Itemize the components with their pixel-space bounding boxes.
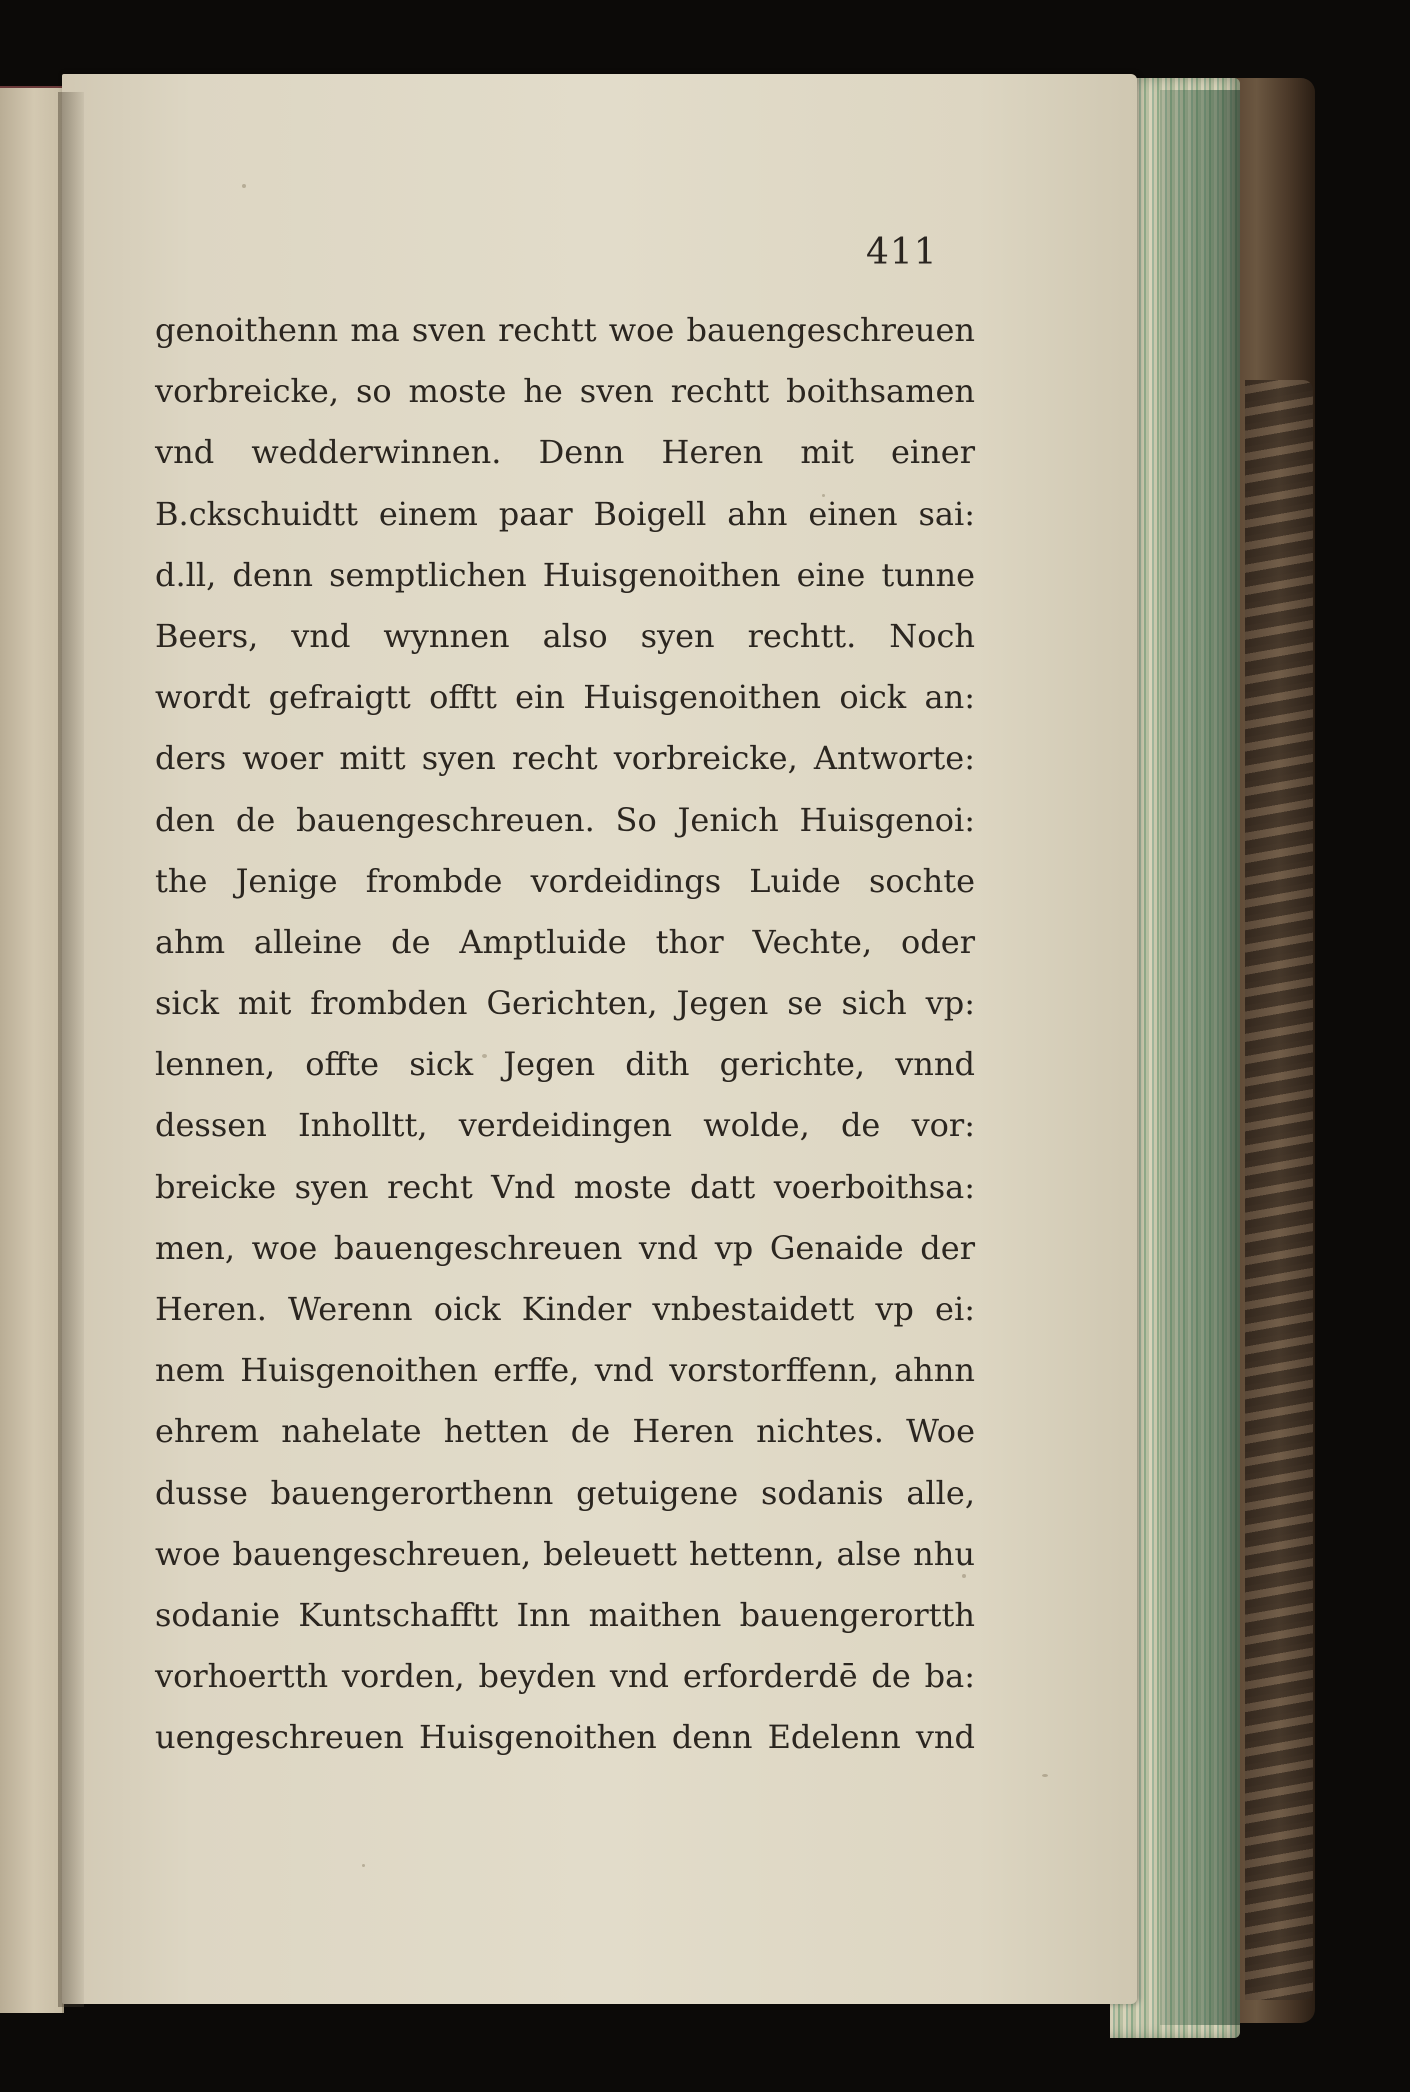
cover-marbled-paper xyxy=(1245,380,1313,2000)
page-edges-tint xyxy=(1160,90,1240,2025)
text-line: breicke syen recht Vnd moste datt voerboithsa: xyxy=(155,1167,975,1206)
text-line: ahm alleine de Amptluide thor Vechte, oder xyxy=(155,922,975,961)
text-line: Heren. Werenn oick Kinder vnbestaidett vp ei: xyxy=(155,1290,975,1328)
text-line: ehrem nahelate hetten de Heren nichtes. Woe xyxy=(155,1412,975,1451)
text-line: dessen Inholltt, verdeidingen wolde, de vor: xyxy=(155,1106,975,1145)
text-line: woe bauengeschreuen, beleuett hettenn, alse nhu xyxy=(155,1534,975,1573)
text-line: vorbreicke, so moste he sven rechtt boithsamen xyxy=(155,372,975,411)
text-line: d.ll, denn semptlichen Huisgenoithen eine tunne xyxy=(155,555,975,594)
text-line: genoithenn ma sven rechtt woe bauengeschreuen xyxy=(155,311,975,349)
text-line: the Jenige frombde vordeidings Luide sochte xyxy=(155,861,975,900)
text-line: nem Huisgenoithen erffe, vnd vorstorffenn, ahnn xyxy=(155,1351,975,1390)
text-line: dusse bauengerorthenn getuigene sodanis alle, xyxy=(155,1473,975,1512)
text-line: lennen, offte sick Jegen dith gerichte, vnnd xyxy=(155,1045,975,1084)
text-line: sodanie Kuntschafftt Inn maithen bauengerortth xyxy=(155,1595,975,1634)
previous-page-sliver xyxy=(0,88,64,2013)
text-line: wordt gefraigtt offtt ein Huisgenoithen oick an: xyxy=(155,678,975,717)
text-line: uengeschreuen Huisgenoithen denn Edelenn vnd xyxy=(155,1718,975,1757)
text-line: den de bauengeschreuen. So Jenich Huisgenoi: xyxy=(155,800,975,839)
page-number: 411 xyxy=(866,232,938,273)
page-gutter-shadow xyxy=(58,92,84,2007)
text-line: Beers, vnd wynnen also syen rechtt. Noch xyxy=(155,616,975,655)
text-line: ders woer mitt syen recht vorbreicke, Antworte: xyxy=(155,739,975,778)
text-line: sick mit frombden Gerichten, Jegen se sich vp: xyxy=(155,984,975,1023)
text-line: vnd wedderwinnen. Denn Heren mit einer xyxy=(155,433,975,472)
text-line: B.ckschuidtt einem paar Boigell ahn einen sai: xyxy=(155,494,975,533)
text-line: vorhoertth vorden, beyden vnd erforderdē de ba: xyxy=(155,1657,975,1696)
text-line: men, woe bauengeschreuen vnd vp Genaide der xyxy=(155,1228,975,1267)
page-body-text xyxy=(155,300,975,1769)
